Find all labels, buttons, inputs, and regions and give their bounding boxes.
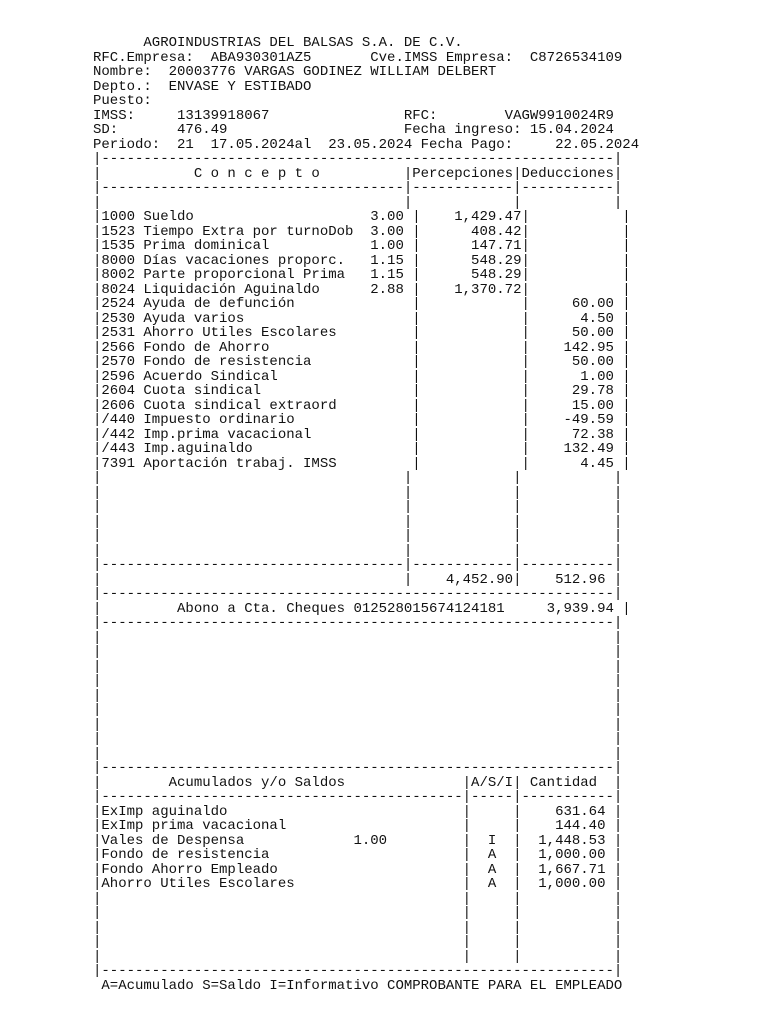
imss-line: IMSS: 13139918067 RFC: VAGW9910024R9 (93, 107, 614, 124)
concept-row: |2596 Acuerdo Sindical | | 1.00 | (93, 368, 631, 385)
section-border: |-------------------------------------------------------------| (93, 615, 623, 631)
acumulado-row: |Vales de Despensa 1.00 | I | 1,448.53 | (93, 832, 623, 849)
company-name: AGROINDUSTRIAS DEL BALSAS S.A. DE C.V. (93, 35, 463, 51)
acumulado-row: |ExImp prima vacacional | | 144.40 | (93, 818, 623, 834)
concept-row: |1000 Sueldo 3.00 | 1,429.47| | (93, 209, 631, 225)
blank-row: | | (93, 731, 623, 747)
abono-row: | Abono a Cta. Cheques 012528015674124181 3,939.94 | (93, 600, 631, 617)
concept-row: |2530 Ayuda varios | | 4.50 | (93, 310, 631, 327)
blank-row: | | (93, 716, 623, 733)
totals-row: | | 4,452.90| 512.96 | (93, 571, 623, 588)
concept-row: |1535 Prima dominical 1.00 | 147.71| | (93, 238, 631, 254)
blank-row: | | (93, 673, 623, 689)
concept-row: |/442 Imp.prima vacacional | | 72.38 | (93, 426, 631, 443)
acumulado-empty-row: | | | | (93, 948, 623, 965)
payroll-receipt (93, 36, 639, 993)
concept-empty-row: | | | | (93, 513, 623, 530)
concept-empty-row: | | | | (93, 470, 623, 486)
concepts-header-row: | C o n c e p t o |Percepciones|Deducciones| (93, 165, 623, 182)
concept-row: |/443 Imp.aguinaldo | | 132.49 | (93, 441, 631, 457)
acumulado-row: |Fondo Ahorro Empleado | A | 1,667.71 | (93, 861, 623, 878)
acumulados-header-row: | Acumulados y/o Saldos |A/S/I| Cantidad | (93, 774, 623, 791)
concept-empty-row: | | | | (93, 484, 623, 501)
concept-row: |2524 Ayuda de defunción | | 60.00 | (93, 296, 631, 312)
blank-row: | | (93, 629, 623, 646)
totals-separator: |------------------------------------|------------|-----------| (93, 557, 623, 573)
concepts-header-separator: |------------------------------------|------------|-----------| (93, 180, 623, 196)
blank-row: | | (93, 687, 623, 704)
nombre-line: Nombre: 20003776 VARGAS GODINEZ WILLIAM DELBERT (93, 64, 497, 80)
blank-row: | | (93, 702, 623, 718)
periodo-line: Periodo: 21 17.05.2024al 23.05.2024 Fecha Pago: 22.05.2024 (93, 136, 640, 153)
concept-row: |8024 Liquidación Aguinaldo 2.88 | 1,370.72| | (93, 281, 631, 298)
table-bottom-border: |-------------------------------------------------------------| (93, 963, 623, 979)
blank-row: | | (93, 658, 623, 675)
rfc-empresa-line: RFC.Empresa: ABA930301AZ5 Cve.IMSS Empresa: C8726534109 (93, 49, 623, 66)
depto-line: Depto.: ENVASE Y ESTIBADO (93, 78, 312, 95)
section-border: |-------------------------------------------------------------| (93, 760, 623, 776)
concept-row: |7391 Aportación trabaj. IMSS | | 4.45 | (93, 455, 631, 472)
blank-row: | | (93, 644, 623, 660)
concept-row: |/440 Impuesto ordinario | | -49.59 | (93, 412, 631, 428)
concept-row: |8000 Días vacaciones proporc. 1.15 | 548.29| | (93, 252, 631, 269)
acumulados-header-separator: |-------------------------------------------|-----|-----------| (93, 789, 623, 805)
acumulado-empty-row: | | | | (93, 905, 623, 921)
concept-empty-row: | | | | (93, 499, 623, 515)
concept-empty-row: | | | | (93, 528, 623, 544)
acumulado-row: |Ahorro Utiles Escolares | A | 1,000.00 | (93, 876, 623, 892)
acumulado-empty-row: | | | | (93, 919, 623, 936)
concept-row: |2566 Fondo de Ahorro | | 142.95 | (93, 339, 631, 356)
section-border: |-------------------------------------------------------------| (93, 586, 623, 602)
concept-row: |2531 Ahorro Utiles Escolares | | 50.00 | (93, 325, 631, 341)
concept-row: |2570 Fondo de resistencia | | 50.00 | (93, 354, 631, 370)
concept-row: |2606 Cuota sindical extraord | | 15.00 | (93, 397, 631, 414)
concept-row: |8002 Parte proporcional Prima 1.15 | 548.29| | (93, 267, 631, 283)
concept-empty-row: | | | | (93, 542, 623, 559)
table-top-border: |-------------------------------------------------------------| (93, 151, 623, 167)
acumulado-empty-row: | | | | (93, 934, 623, 950)
acumulado-empty-row: | | | | (93, 890, 623, 907)
table-spacer: | | | | (93, 194, 623, 211)
acumulado-row: |Fondo de resistencia | A | 1,000.00 | (93, 847, 623, 863)
concept-row: |2604 Cuota sindical | | 29.78 | (93, 383, 631, 399)
legend-footer: A=Acumulado S=Saldo I=Informativo COMPROBANTE PARA EL EMPLEADO (93, 977, 623, 994)
concept-row: |1523 Tiempo Extra por turnoDob 3.00 | 408.42| | (93, 223, 631, 240)
puesto-line: Puesto: (93, 93, 152, 109)
blank-row: | | (93, 745, 623, 762)
sd-line: SD: 476.49 Fecha ingreso: 15.04.2024 (93, 122, 614, 138)
acumulado-row: |ExImp aguinaldo | | 631.64 | (93, 803, 623, 820)
